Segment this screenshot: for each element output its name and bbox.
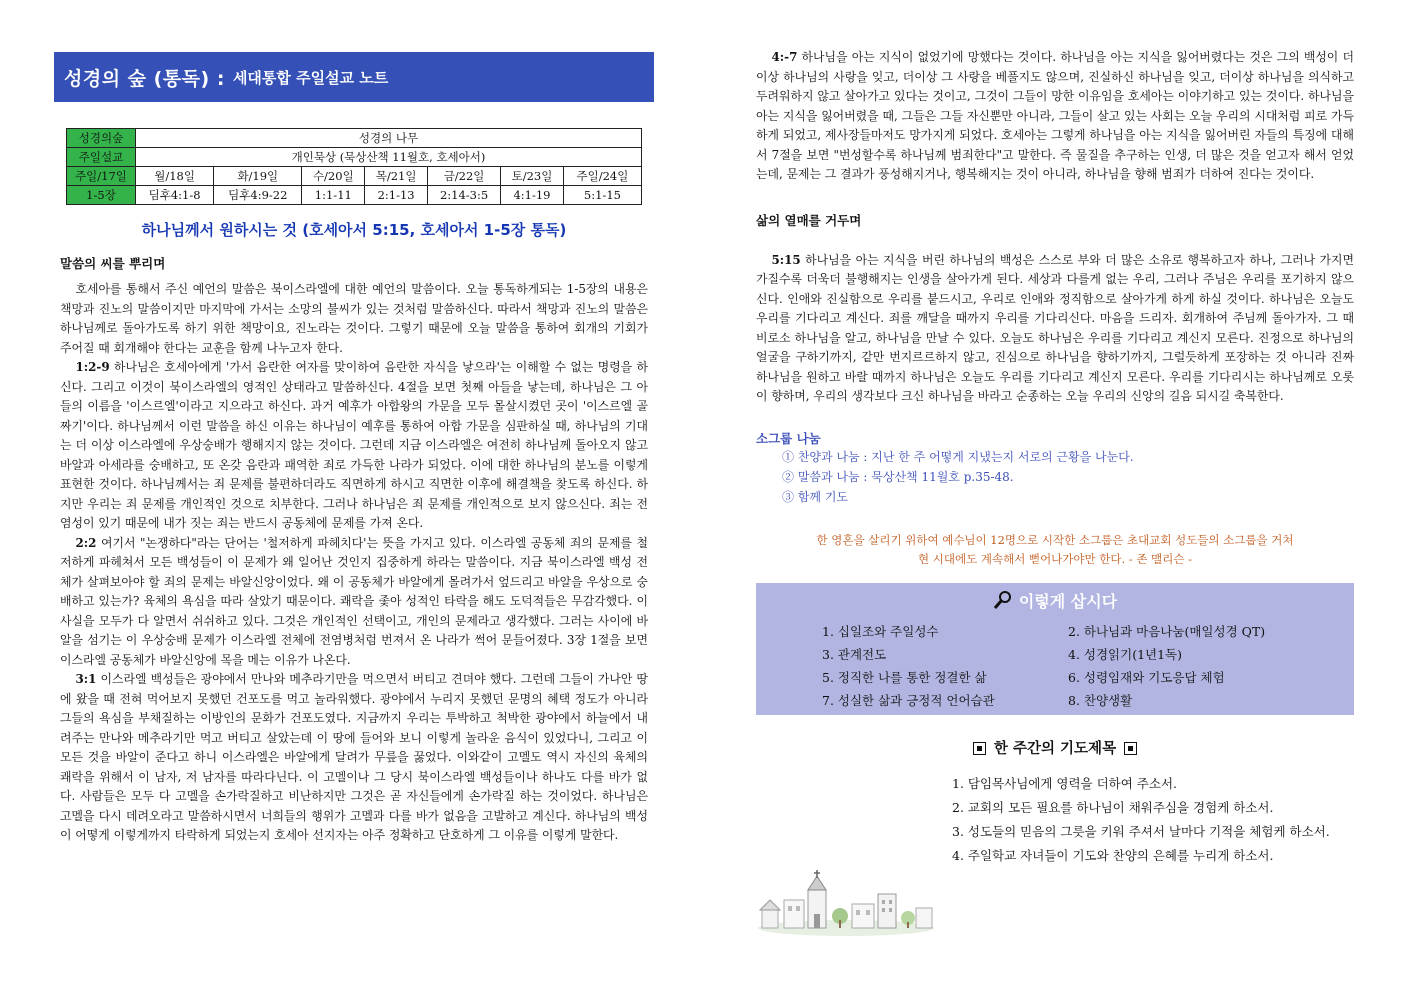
live-title: 이렇게 삽시다 [1018, 591, 1118, 611]
day-cell: 주일/24일 [563, 167, 641, 186]
paragraph-text: 여기서 "논쟁하다"라는 단어는 '철저하게 파헤치다'는 뜻을 가지고 있다. 이스라엘 공동체 죄의 문제를 철저하게 파헤쳐서 모든 백성들이 이 문제가 왜 일어난 것인지 집중하게 하라는 말씀이다. 지금 북이스라엘 백성 전체가 살펴보아야 할 죄의 문제는 바알신앙이었다. 왜 이 공동체가 바알에게 몰려가서 엎드리고 바알을 우상으로 숭배하고 있는가? 육체의 욕심을 따라 살았기 때문이다. 쾌락을 좇아 성적인 타락을 해도 도덕적들은 무감각했다. 이 사실을 모두가 다 알면서 쉬쉬하고 있다. 그것은 개인적인 선택이고, 개인의 문제라고 생각했다. 그러는 사이에 바알을 섬기는 이 우상숭배 문제가 이스라엘 전체에 전염병처럼 번져서 온 나라가 썩어 문들어졌다. 3장 1절을 보면 이스라엘 공동체가 바알신앙에 목을 메는 이유가 나온다. [60, 535, 648, 667]
list-item: 1. 담임목사님에게 영력을 더하여 주소서. [952, 775, 1177, 791]
paragraph-text: 하나님을 아는 지식을 버린 하나님의 백성은 스스로 부와 더 많은 소유로 행복하고자 하나, 그러나 가지면 가질수록 더욱더 불행해지는 인생을 살아가게 된다. 세상과 다를게 없는 우리, 그러나 주님은 우리를 포기하지 않으신다. 인애와 진실함으로 우리를 붙드시고, 우리로 인애와 정직함으로 살아가게 하게 하실 것이다. 하나님은 오늘도 우리를 기다리고 계신다. 죄를 깨달을 때까지 우리를 기다리신다. 마음을 드리자. 회개하여 주님께 돌아가자. 그 때 비로소 하나님을 알고, 하나님을 만날 수 있다. 오늘도 하나님은 우리를 기다리고 계신지 모른다. 진정으로 하나님의 얼굴을 구하기까지, 같만 번지르르하지 않고, 진심으로 하나님을 향하기까지, 그럴듯하게 포장하는 것 아니라 진짜 하나님을 원하고 바랄 때까지 하나님은 오늘도 우리를 기다리고 계신지 모른다. 우리를 기다리시는 하나님께로 오롯이 향하며, 우리의 생각보다 크신 하나님을 바라고 순종하는 오늘 우리의 신앙의 길음 되시길 축복한다. [756, 252, 1354, 403]
table-row [67, 186, 642, 205]
paragraph [60, 358, 648, 534]
verse-ref: 1:2-9 [75, 360, 110, 374]
day-cell: 수/20일 [302, 167, 365, 186]
right-page [756, 48, 1354, 868]
left-page [54, 52, 654, 846]
paragraph-text: 이스라엘 백성들은 광야에서 만나와 메추라기만을 먹으면서 버티고 견뎌야 했다. 그런데 그들이 가나안 땅에 왔을 때 전혀 먹어보지 못했던 건포도를 먹고 놀라워했다. 광야에서 누리지 못했던 문명의 혜택 정도가 아니라 그들의 욕심을 부채질하는 이방인의 문화가 건포도였다. 지금까지 우리는 투박하고 척박한 광야에서 하늘에서 내려주는 만나와 메추라기만 먹고 버티고 살았는데 이 땅에 들어와 보니 이렇게 놀라운 음식이 있었다니, 그리고 이 모든 것을 바알이 준다고 하니 이스라엘은 바알에게 달려가 무릎을 꿇었다. 이와같이 고멜도 역시 자신의 육체의 쾌락을 위해서 이 남자, 저 남자를 따라다닌다. 이 고멜이나 그 당시 북이스라엘 백성들이나 하나도 다를 바가 없다. 사람들은 모두 다 고멜을 손가락질하고 비난하지만 그것은 곧 자신들에게 손가락질 하는 것이었다. 하나님은 고멜을 다시 데려오라고 말씀하시면서 너희들의 행위가 고멜과 다를 바가 없음을 고발하고 계신다. 하나님의 백성이 어떻게 이렇게까지 타락하게 되었는지 호세아 선지자는 아주 정확하고 단호하게 그 이유를 이렇게 말한다. [60, 672, 648, 842]
reading-cell: 2:14-3:5 [428, 186, 501, 205]
reading-cell: 1-5장 [67, 186, 136, 205]
live-list [822, 620, 1354, 712]
square-bullet-icon [1124, 742, 1137, 755]
paragraph [60, 670, 648, 846]
verse-ref: 5:15 [771, 252, 801, 267]
sermon-headline: 하나님께서 원하시는 것 (호세아서 5:15, 호세아서 1-5장 통독) [141, 221, 567, 239]
square-bullet-icon [973, 742, 986, 755]
row-value: 성경의 나무 [136, 129, 642, 148]
reading-cell: 4:1-19 [501, 186, 564, 205]
quote-line: 현 시대에도 계속해서 뻗어나가야만 한다. - 존 맬리슨 - [918, 551, 1192, 566]
list-item: 2. 교회의 모든 필요를 하나님이 채워주심을 경험케 하소서. [952, 799, 1274, 815]
quote [756, 531, 1354, 569]
paragraph [756, 251, 1354, 407]
section-heading: 말씀의 씨를 뿌리며 [60, 256, 166, 271]
list-item: 4. 주일학교 자녀들이 기도와 찬양의 은혜를 누리게 하소서. [952, 847, 1274, 863]
day-cell: 월/18일 [136, 167, 214, 186]
small-group-title: 소그룹 나눔 [756, 430, 821, 446]
paragraph [756, 48, 1354, 185]
paragraph-text: 하나님을 아는 지식이 없었기에 망했다는 것이다. 하나님을 아는 지식을 잃어버렸다는 것은 그의 백성이 더이상 하나님의 사랑을 잊고, 더이상 그 사랑을 베풀지도 않으며, 진실하신 하나님을 잊고, 더이상 하나님을 의식하고 두려워하지 않고 살아가고 있다는 것이고, 그것이 그들이 망한 이유임을 호세아는 이야기하고 있는 것이다. 하나님을 아는 지식을 잃어버렸을 때, 그들은 그들 자신뿐만 아니라, 그들이 살고 있는 사회는 오늘 우리의 시대처럼 피로 가득하게 되었고, 제사장들마저도 망가지게 되었다. 호세아는 그렇게 하나님을 아는 지식을 잃어버린 자들의 특징에 대해서 7절을 보면 "번성할수록 하나님께 범죄한다"고 말한다. 즉 물질을 추구하는 인생, 더 많은 것을 얻고자 해서 얻었는데, 문제는 그 결과가 풍성해지거나, 행복해지는 것이 아니라, 하나님을 향해 범죄가 더하여 진다는 것이다. [756, 50, 1354, 181]
section-heading: 삶의 열매를 거두며 [756, 212, 862, 228]
day-cell: 목/21일 [365, 167, 428, 186]
row-label: 성경의숲 [67, 129, 136, 148]
magnifier-icon [993, 590, 1013, 610]
list-item: 3. 성도들의 믿음의 그릇을 키워 주셔서 날마다 기적을 체험케 하소서. [952, 823, 1330, 839]
page-subtitle: 세대통합 주일설교 노트 [232, 68, 389, 87]
reading-cell: 딤후4:1-8 [136, 186, 214, 205]
paragraph-text: 하나님은 호세아에게 '가서 음란한 여자를 맞이하여 음란한 자식을 낳으라'는 이해할 수 없는 명령을 하신다. 그리고 이것이 북이스라엘의 영적인 상태라고 말씀하신다. 4절을 보면 첫째 아들을 낳는데, 하나님은 그 아들의 이름을 '이스르엘'이라고 지으라고 하신다. 과거 예후가 아합왕의 가문을 모두 몰살시켰던 곳이 '이스르엘 골짜기'이다. 하나님께서 이런 말씀을 하신 이유는 하나님이 예후를 통하여 아합 가문을 심판하실 때, 하나님의 기대는 더 이상 이스라엘에 우상숭배가 행해지지 않는 것이다. 그런데 지금 이스라엘은 여전히 하나님께 돌아오지 않고 바알과 아세라를 숭배하고, 또 온갖 음란과 패역한 죄로 가득한 나라가 되었다. 이에 대한 하나님의 분노를 이렇게 표현한 것이다. 하나님께서는 죄 문제를 불편하더라도 직면하게 하시고 직면한 이후에 해결책을 찾도록 하신다. 하지만 우리는 죄 문제를 개인적인 것으로 치부한다. 그러나 하나님은 죄 문제를 개인적으로 보지 않으신다. 죄는 전염성이 있기 때문에 내가 짓는 죄는 반드시 공동체에 문제를 가져 온다. [60, 360, 648, 530]
row-value: 개인묵상 (묵상산책 11월호, 호세아서) [136, 148, 642, 167]
verse-ref: 3:1 [75, 672, 97, 686]
reading-cell: 딤후4:9-22 [214, 186, 302, 205]
day-cell: 주일/17일 [67, 167, 136, 186]
reading-schedule-table [66, 128, 642, 205]
prayer-title: 한 주간의 기도제목 [993, 740, 1117, 757]
day-cell: 토/23일 [501, 167, 564, 186]
list-item: ③ 함께 기도 [782, 489, 848, 504]
quote-line: 한 영혼을 살리기 위하여 예수님이 12명으로 시작한 소그룹은 초대교회 성도들의 소그룹을 거쳐 [816, 532, 1294, 547]
list-item: 2. 하나님과 마음나눔(매일성경 QT) [1068, 623, 1266, 639]
title-banner [54, 52, 654, 102]
row-label: 주일설교 [67, 148, 136, 167]
list-item: 6. 성령임재와 기도응답 체험 [1068, 669, 1225, 685]
verse-ref: 2:2 [75, 535, 97, 550]
church-town-illustration-icon [756, 870, 936, 936]
table-row [67, 148, 642, 167]
live-box [756, 583, 1354, 715]
paragraph [60, 534, 648, 671]
verse-ref: 4:-7 [771, 50, 798, 64]
prayer-list [952, 772, 1354, 868]
list-item: 7. 성실한 삶과 긍정적 언어습관 [822, 692, 995, 708]
list-item: ② 말씀과 나눔 : 묵상산책 11월호 p.35-48. [782, 469, 1014, 484]
list-item: 1. 십일조와 주일성수 [822, 623, 939, 639]
list-item: 4. 성경읽기(1년1독) [1068, 646, 1183, 662]
reading-cell: 1:1-11 [302, 186, 365, 205]
day-cell: 금/22일 [428, 167, 501, 186]
prayer-title-row [756, 737, 1354, 758]
reading-cell: 5:1-15 [563, 186, 641, 205]
paragraph: 호세아를 통해서 주신 예언의 말씀은 북이스라엘에 대한 예언의 말씀이다. 오늘 통독하게되는 1-5장의 내용은 책망과 진노의 말씀이지만 마지막에 가서는 소망의 불씨가 있는 것처럼 말씀하신다. 따라서 책망과 진노의 말씀은 하나님께로 돌아가도록 하기 위한 책망이요, 진노라는 것이다. 그렇기 때문에 오늘 말씀을 통하여 회개의 기회가 주어질 때 회개해야 한다는 교훈을 함께 나누고자 한다. [60, 282, 648, 355]
day-cell: 화/19일 [214, 167, 302, 186]
page-title: 성경의 숲 (통독) : [64, 67, 225, 90]
list-item: 3. 관계전도 [822, 646, 887, 662]
list-item: 5. 정직한 나를 통한 정결한 삶 [822, 669, 987, 685]
live-title-row [756, 583, 1354, 612]
list-item: ① 찬양과 나눔 : 지난 한 주 어떻게 지냈는지 서로의 근황을 나눈다. [782, 449, 1134, 464]
table-row [67, 167, 642, 186]
reading-cell: 2:1-13 [365, 186, 428, 205]
table-row [67, 129, 642, 148]
list-item: 8. 찬양생활 [1068, 692, 1133, 708]
